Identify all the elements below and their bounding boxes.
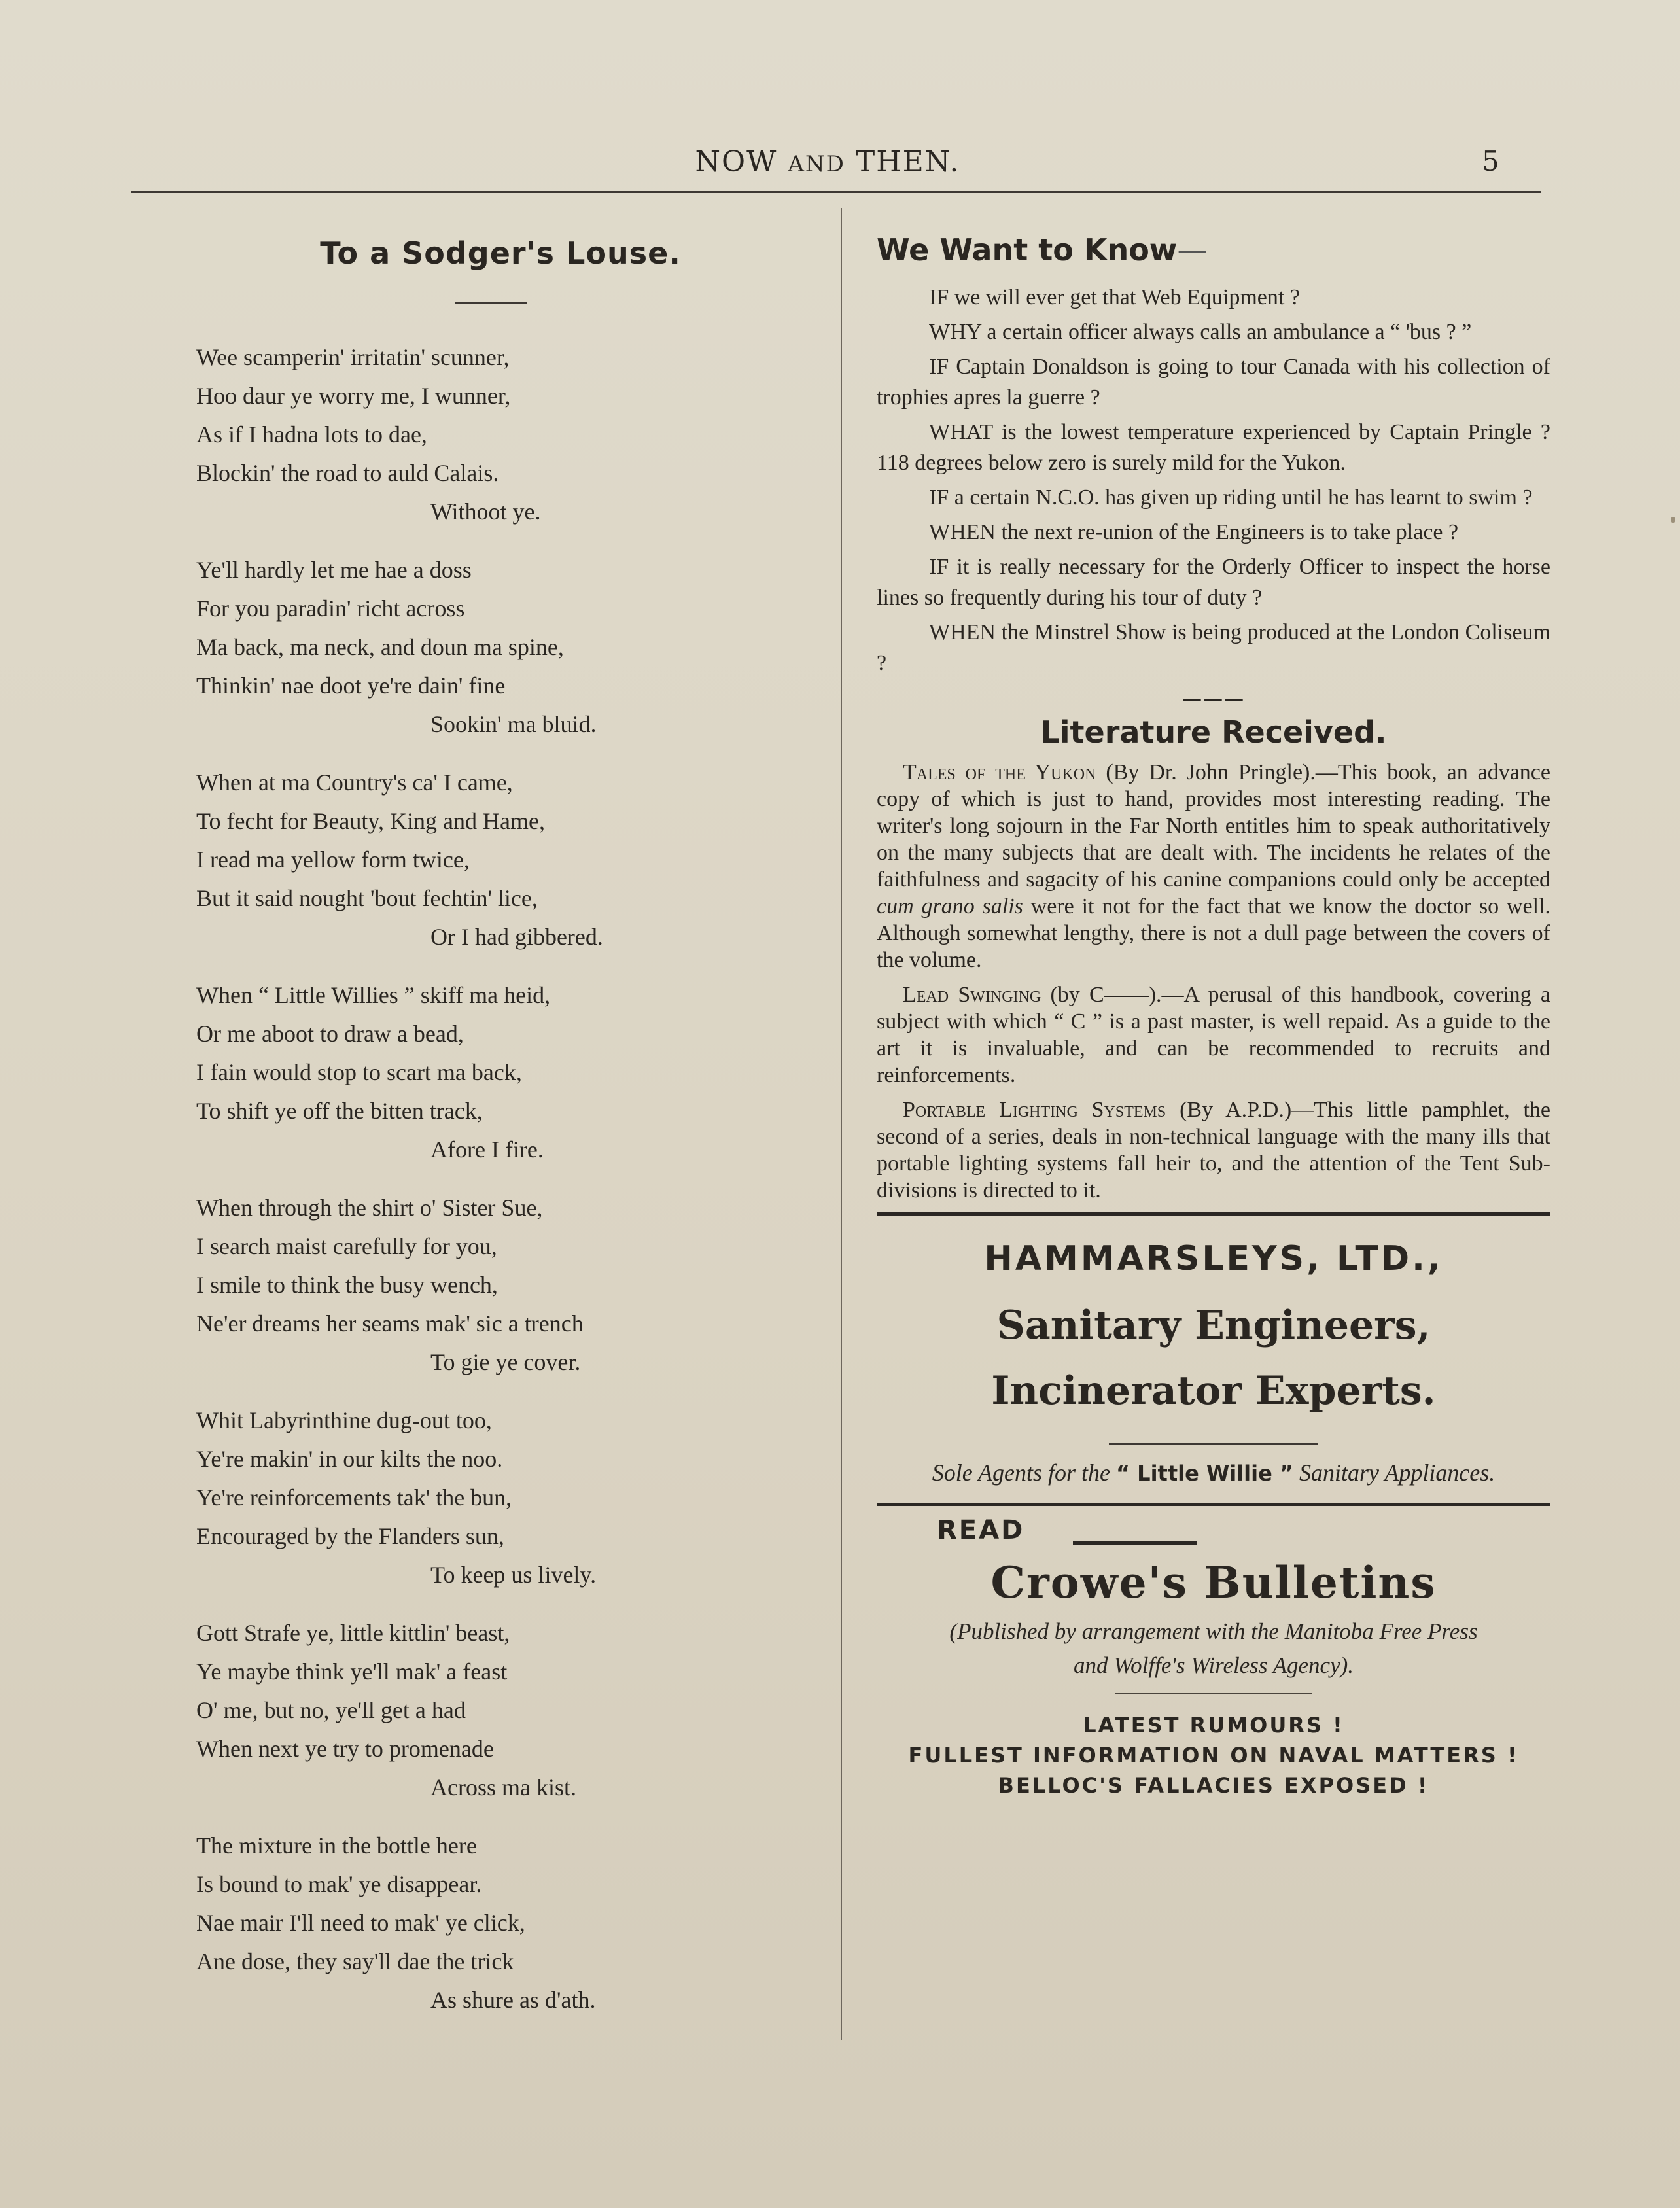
running-head — [0, 145, 1680, 191]
hammarsleys-ad — [877, 1239, 1550, 1486]
poem-line: Ne'er dreams her seams mak' sic a trench — [196, 1310, 584, 1337]
ad-separator-rule — [877, 1503, 1550, 1506]
crowe-ad — [877, 1515, 1550, 1800]
paper-speck — [1671, 517, 1675, 523]
title-and: AND — [788, 151, 845, 177]
published-line-1: (Published by arrangement with the Manitoba Free Press — [949, 1619, 1478, 1644]
want-to-know-item: WHY a certain officer always calls an ambulance a “ 'bus ? ” — [929, 320, 1472, 344]
poem-line: I smile to think the busy wench, — [196, 1272, 498, 1298]
crowe-headline: BELLOC'S FALLACIES EXPOSED ! — [998, 1773, 1429, 1798]
poem-line: When next ye try to promenade — [196, 1736, 494, 1762]
poem-refrain-line: To keep us lively. — [430, 1562, 597, 1588]
poem-stanza — [196, 763, 785, 956]
poem-line: The mixture in the bottle here — [196, 1832, 477, 1859]
poem-line: But it said nought 'bout fechtin' lice, — [196, 885, 538, 911]
running-title — [674, 145, 981, 179]
review-book-title: Tales of the Yukon — [903, 760, 1096, 784]
crowe-headline: LATEST RUMOURS ! — [1083, 1713, 1344, 1738]
review-text-end: were it not for the fact that we know the doctor so well. Although somewhat lengthy, there is not a dull page between the covers of the volume. — [877, 894, 1551, 972]
read-underline — [1073, 1541, 1197, 1545]
crowe-headlines — [877, 1710, 1550, 1800]
poem-refrain-line: Withoot ye. — [430, 499, 541, 525]
sole-before: Sole Agents for the — [932, 1460, 1116, 1486]
poem-refrain-line: Or I had gibbered. — [430, 924, 603, 950]
section-separator: ——— — [1182, 688, 1245, 710]
poem-line: Blockin' the road to auld Calais. — [196, 460, 499, 486]
poem-line: Ye're makin' in our kilts the noo. — [196, 1446, 503, 1472]
poem-line: Gott Strafe ye, little kittlin' beast, — [196, 1620, 510, 1646]
header-rule — [131, 191, 1541, 193]
ad-line-sanitary: Sanitary Engineers, — [996, 1303, 1431, 1348]
poem-refrain-line: Afore I fire. — [430, 1136, 544, 1163]
title-rule — [455, 302, 527, 304]
want-to-know-heading: We Want to Know — [877, 232, 1178, 268]
title-dash: — — [1177, 232, 1208, 268]
poem-line: To shift ye off the bitten track, — [196, 1098, 483, 1124]
poem-refrain-line: Across ma kist. — [430, 1774, 576, 1800]
read-label: READ — [937, 1515, 1025, 1545]
column-divider — [841, 208, 842, 2040]
sole-after: Sanitary Appliances. — [1293, 1460, 1496, 1486]
poem-stanza — [196, 1614, 785, 1807]
want-to-know-list — [877, 282, 1550, 678]
poem-line: Encouraged by the Flanders sun, — [196, 1523, 504, 1549]
review-book-title: Portable Lighting Systems — [903, 1098, 1166, 1122]
poem-line: Ye maybe think ye'll mak' a feast — [196, 1658, 508, 1685]
poem-line: Is bound to mak' ye disappear. — [196, 1871, 482, 1897]
poem-line: Nae mair I'll need to mak' ye click, — [196, 1910, 525, 1936]
review-text: (By A.P.D.)—This little pamphlet, the second of a series, deals in non-technical language with the many ills that portable lighting systems fall heir to, and the attention of the Tent Sub-divisions is directed to it. — [877, 1098, 1551, 1202]
crowe-divider — [1115, 1693, 1312, 1694]
published-line-2: and Wolffe's Wireless Agency). — [1073, 1653, 1354, 1678]
poem-line: Thinkin' nae doot ye're dain' fine — [196, 673, 506, 699]
want-to-know-item: WHEN the Minstrel Show is being produced at the London Coliseum ? — [877, 620, 1550, 675]
want-to-know-item: IF we will ever get that Web Equipment ? — [929, 285, 1300, 309]
poem-body — [196, 338, 785, 2020]
ad-line-incinerator: Incinerator Experts. — [991, 1368, 1436, 1414]
page-number: 5 — [1482, 145, 1499, 177]
crowe-title: Crowe's Bulletins — [990, 1557, 1437, 1608]
poem-line: When through the shirt o' Sister Sue, — [196, 1195, 543, 1221]
poem-line: Whit Labyrinthine dug-out too, — [196, 1407, 492, 1433]
poem-column — [196, 236, 785, 2039]
want-to-know-title — [877, 232, 1550, 268]
ad-company-name: HAMMARSLEYS, LTD., — [984, 1239, 1443, 1278]
poem-line: When at ma Country's ca' I came, — [196, 769, 513, 796]
ad-top-rule — [877, 1212, 1550, 1216]
poem-line: I read ma yellow form twice, — [196, 847, 470, 873]
literature-review — [877, 1096, 1550, 1204]
crowe-headline: FULLEST INFORMATION ON NAVAL MATTERS ! — [908, 1743, 1519, 1768]
poem-stanza — [196, 1401, 785, 1594]
poem-line: I search maist carefully for you, — [196, 1233, 497, 1259]
want-to-know-item: WHAT is the lowest temperature experienced by Captain Pringle ? 118 degrees below zero is surely mild for the Yukon. — [877, 420, 1550, 475]
literature-title: Literature Received. — [1040, 714, 1387, 750]
poem-stanza — [196, 551, 785, 744]
want-to-know-item: IF it is really necessary for the Orderly Officer to inspect the horse lines so frequently during his tour of duty ? — [877, 555, 1550, 610]
review-text: (By Dr. John Pringle).—This book, an advance copy of which is just to hand, provides most interesting reading. The writer's long sojourn in the Far North entitles him to speak authoritatively on the many subjects that are dealt with. The incidents he relates of the faithfulness and sagacity of his canine companions could only be accepted — [877, 760, 1550, 892]
poem-line: Or me aboot to draw a bead, — [196, 1021, 464, 1047]
poem-title: To a Sodger's Louse. — [320, 236, 681, 271]
poem-line: Ane dose, they say'll dae the trick — [196, 1948, 514, 1974]
poem-line: I fain would stop to scart ma back, — [196, 1059, 522, 1085]
literature-review — [877, 759, 1550, 973]
review-latin-phrase: cum grano salis — [877, 894, 1023, 919]
literature-review — [877, 981, 1550, 1089]
poem-line: Wee scamperin' irritatin' scunner, — [196, 344, 510, 370]
poem-line: Ye'll hardly let me hae a doss — [196, 557, 472, 583]
want-to-know-item: IF Captain Donaldson is going to tour Canada with his collection of trophies apres la guerre ? — [877, 355, 1550, 410]
poem-line: Ma back, ma neck, and doun ma spine, — [196, 634, 564, 660]
poem-line: Hoo daur ye worry me, I wunner, — [196, 383, 511, 409]
poem-line: For you paradin' richt across — [196, 595, 465, 622]
poem-refrain-line: Sookin' ma bluid. — [430, 711, 597, 737]
poem-line: Ye're reinforcements tak' the bun, — [196, 1484, 512, 1511]
poem-stanza — [196, 1827, 785, 2020]
poem-line: As if I hadna lots to dae, — [196, 421, 427, 447]
poem-line: To fecht for Beauty, King and Hame, — [196, 808, 545, 834]
want-to-know-item: IF a certain N.C.O. has given up riding until he has learnt to swim ? — [929, 485, 1533, 510]
poem-line: O' me, but no, ye'll get a had — [196, 1697, 466, 1723]
title-now: NOW — [695, 145, 778, 179]
poem-refrain-line: As shure as d'ath. — [430, 1987, 596, 2013]
ad-sole-agents — [877, 1459, 1550, 1486]
literature-reviews — [877, 759, 1550, 1204]
poem-refrain-line: To gie ye cover. — [430, 1349, 581, 1375]
poem-line: When “ Little Willies ” skiff ma heid, — [196, 982, 551, 1008]
right-column — [877, 232, 1550, 1800]
title-then: THEN. — [855, 145, 960, 179]
poem-stanza — [196, 338, 785, 531]
read-row — [877, 1515, 1550, 1553]
ad-divider — [1109, 1443, 1318, 1445]
want-to-know-item: WHEN the next re-union of the Engineers is to take place ? — [929, 520, 1459, 544]
review-book-title: Lead Swinging — [903, 983, 1041, 1007]
poem-stanza — [196, 1189, 785, 1382]
review-text: (by C——).—A perusal of this handbook, covering a subject with which “ C ” is a past master, is well repaid. As a guide to the art it is invaluable, and can be recommended to recruits and reinforcements. — [877, 983, 1550, 1087]
poem-stanza — [196, 976, 785, 1169]
sole-product: “ Little Willie ” — [1116, 1461, 1293, 1486]
